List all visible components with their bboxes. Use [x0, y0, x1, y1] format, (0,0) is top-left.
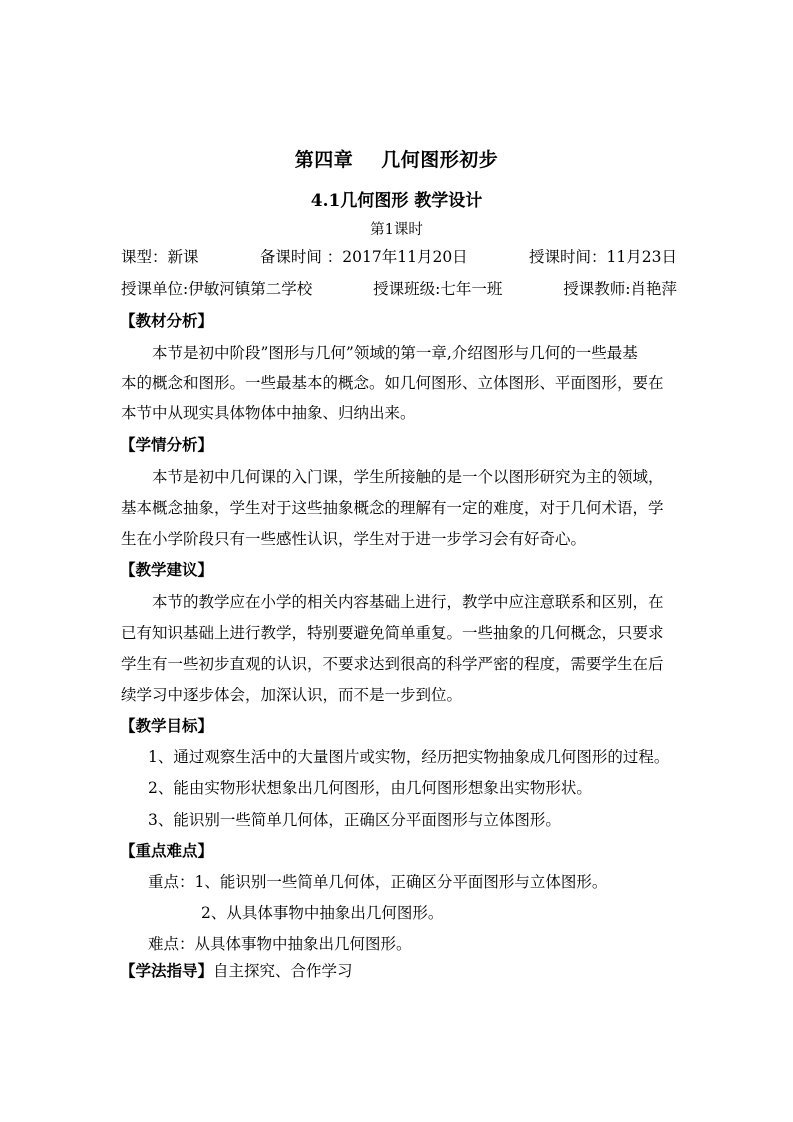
lesson-period: 第1课时 — [370, 222, 423, 238]
advice-para-line-1: 本节的教学应在小学的相关内容基础上进行，教学中应注意联系和区别，在 — [152, 593, 664, 611]
advice-para-line-3: 学生有一些初步直观的认识，不要求达到很高的科学严密的程度，需要学生在后 — [121, 655, 664, 673]
teacher-name: 授课教师:肖艳萍 — [563, 280, 677, 298]
textbook-para-line-2: 本的概念和图形。一些最基本的概念。如几何图形、立体图形、平面图形，要在 — [121, 374, 664, 392]
section-heading-keypoints: 【重点难点】 — [120, 841, 214, 860]
chapter-number: 第四章 — [294, 149, 354, 171]
keypoint-item-2: 2、从具体事物中抽象出几何图形。 — [201, 904, 444, 922]
goal-item-3: 3、能识别一些简单几何体，正确区分平面图形与立体图形。 — [148, 811, 561, 829]
method-text: 自主探究、合作学习 — [213, 962, 353, 980]
section-heading-textbook: 【教材分析】 — [120, 311, 214, 330]
method-row — [120, 961, 676, 981]
advice-para-line-2: 已有知识基础上进行教学，特别要避免简单重复。一些抽象的几何概念，只要求 — [121, 624, 664, 642]
chapter-title — [0, 148, 793, 172]
meta-row-2 — [121, 279, 677, 299]
section-heading-method: 【学法指导】 — [120, 961, 214, 980]
meta-row-1 — [121, 247, 677, 267]
lesson-type: 课型：新课 — [121, 248, 199, 266]
section-heading-goals: 【教学目标】 — [120, 716, 214, 735]
teaching-unit: 授课单位:伊敏河镇第二学校 — [121, 280, 313, 298]
advice-para-line-4: 续学习中逐步体会，加深认识，而不是一步到位。 — [121, 686, 463, 704]
textbook-para-line-3: 本节中从现实具体物体中抽象、归纳出来。 — [121, 404, 416, 422]
students-para-line-3: 生在小学阶段只有一些感性认识，学生对于进一步学习会有好奇心。 — [121, 530, 587, 548]
students-para-line-1: 本节是初中几何课的入门课，学生所接触的是一个以图形研究为主的领域， — [152, 468, 664, 486]
goal-item-1: 1、通过观察生活中的大量图片或实物，经历把实物抽象成几何图形的过程。 — [148, 748, 670, 766]
section-heading-advice: 【教学建议】 — [120, 560, 214, 579]
students-para-line-2: 基本概念抽象，学生对于这些抽象概念的理解有一定的难度，对于几何术语，学 — [121, 499, 664, 517]
teach-time: 授课时间：11月23日 — [529, 248, 677, 266]
section-heading-students: 【学情分析】 — [120, 435, 214, 454]
difficulty-item: 难点：从具体事物中抽象出几何图形。 — [148, 935, 412, 953]
chapter-name: 几何图形初步 — [381, 149, 499, 171]
teaching-class: 授课班级:七年一班 — [373, 280, 503, 298]
keypoint-item-1: 重点：1、能识别一些简单几何体，正确区分平面图形与立体图形。 — [148, 873, 608, 891]
lesson-subtitle: 4.1几何图形 教学设计 — [310, 191, 483, 211]
prep-time: 备课时间 ：2017年11月20日 — [259, 248, 468, 266]
goal-item-2: 2、能由实物形状想象出几何图形，由几何图形想象出实物形状。 — [148, 779, 592, 797]
textbook-para-line-1: 本节是初中阶段”图形与几何”领域的第一章,介绍图形与几何的一些最基 — [152, 344, 638, 362]
